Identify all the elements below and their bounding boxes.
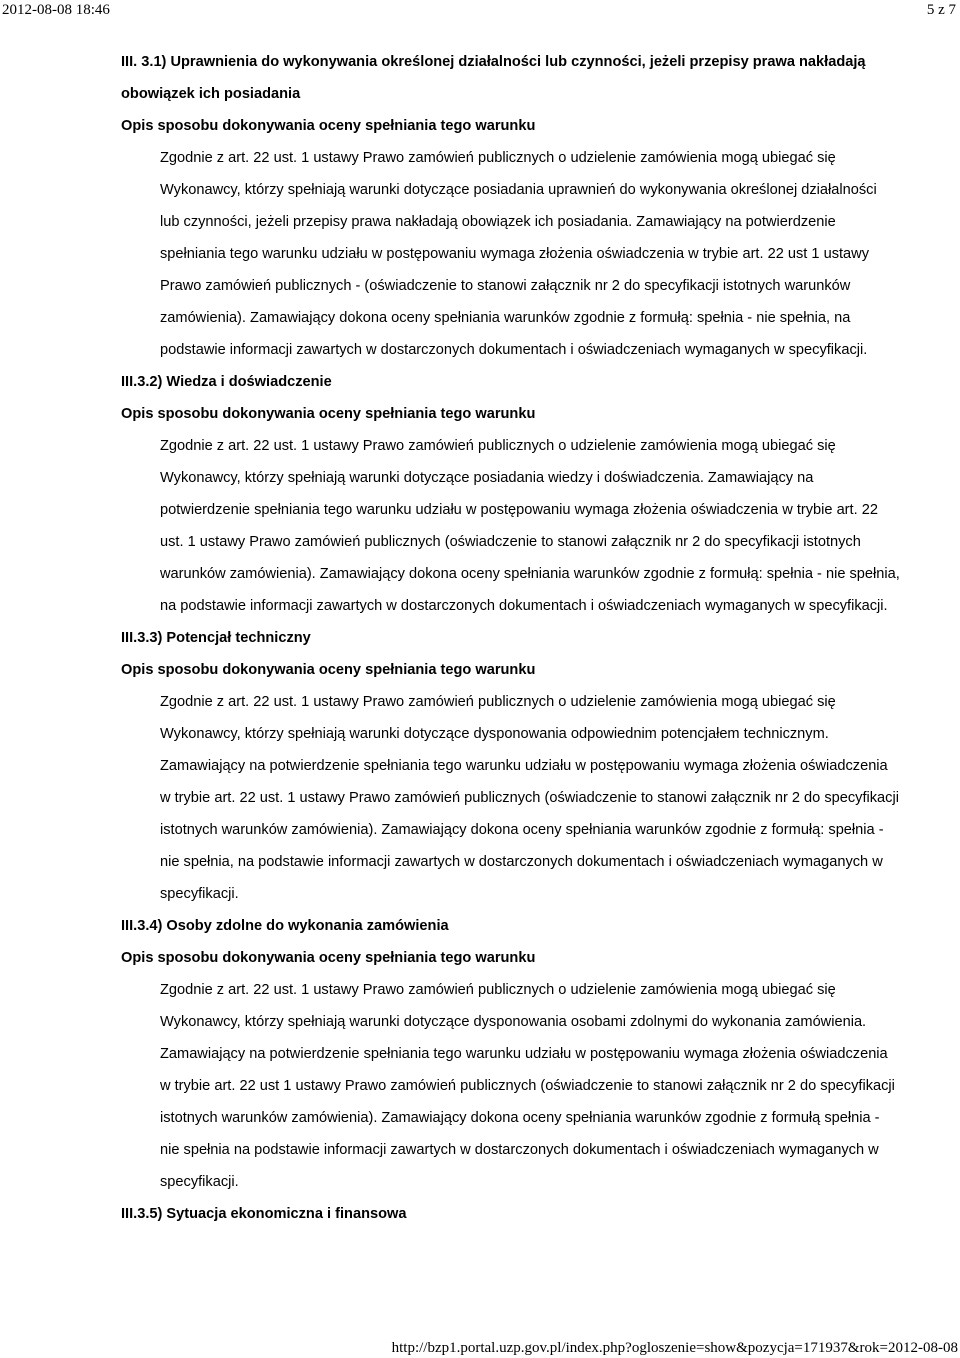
section-title: III.3.3) Potencjał techniczny xyxy=(121,630,311,646)
section-title: III.3.4) Osoby zdolne do wykonania zamówienia xyxy=(121,918,449,934)
section-body: Zgodnie z art. 22 ust. 1 ustawy Prawo zamówień publicznych o udzielenie zamówienia mogą ubiegać się Wykonawcy, którzy spełniają warunki dotyczące posiadania uprawnień do wykonywania określonej działalności lub czynności, jeżeli przepisy prawa nakładają obowiązek ich posiadania. Zamawiający na potwierdzenie spełniania tego warunku udziału w postępowaniu wymaga złożenia oświadczenia w trybie art. 22 ust 1 ustawy Prawo zamówień publicznych - (oświadczenie to stanowi załącznik nr 2 do specyfikacji istotnych warunków zamówienia). Zamawiający dokona oceny spełniania warunków zgodnie z formułą: spełnia - nie spełnia, na podstawie informacji zawartych w dostarczonych dokumentach i oświadczeniach wymaganych w specyfikacji. xyxy=(160,150,877,358)
section-title: III.3.2) Wiedza i doświadczenie xyxy=(121,374,332,390)
section-uprawnienia xyxy=(0,46,960,366)
print-footer-url: http://bzp1.portal.uzp.gov.pl/index.php?ogloszenie=show&pozycja=171937&rok=2012-08-08 xyxy=(391,1340,958,1356)
document-content xyxy=(0,46,960,1230)
assessment-method-label: Opis sposobu dokonywania oceny spełniania tego warunku xyxy=(121,406,536,422)
section-body: Zgodnie z art. 22 ust. 1 ustawy Prawo zamówień publicznych o udzielenie zamówienia mogą ubiegać się Wykonawcy, którzy spełniają warunki dotyczące posiadania wiedzy i doświadczenia. Zamawiający na potwierdzenie spełniania tego warunku udziału w postępowaniu wymaga złożenia oświadczenia w trybie art. 22 ust. 1 ustawy Prawo zamówień publicznych (oświadczenie to stanowi załącznik nr 2 do specyfikacji istotnych warunków zamówienia). Zamawiający dokona oceny spełniania warunków zgodnie z formułą: spełnia - nie spełnia, na podstawie informacji zawartych w dostarczonych dokumentach i oświadczeniach wymaganych w specyfikacji. xyxy=(160,438,900,614)
section-wiedza xyxy=(0,366,960,622)
page-number: 5 z 7 xyxy=(926,2,956,18)
section-potencjal xyxy=(0,622,960,910)
section-osoby xyxy=(0,910,960,1198)
section-body: Zgodnie z art. 22 ust. 1 ustawy Prawo zamówień publicznych o udzielenie zamówienia mogą ubiegać się Wykonawcy, którzy spełniają warunki dotyczące dysponowania odpowiednim potencjałem technicznym. Zamawiający na potwierdzenie spełniania tego warunku udziału w postępowaniu wymaga złożenia oświadczenia w trybie art. 22 ust. 1 ustawy Prawo zamówień publicznych (oświadczenie to stanowi załącznik nr 2 do specyfikacji istotnych warunków zamówienia). Zamawiający dokona oceny spełniania warunków zgodnie z formułą: spełnia - nie spełnia, na podstawie informacji zawartych w dostarczonych dokumentach i oświadczeniach wymaganych w specyfikacji. xyxy=(160,694,899,902)
assessment-method-label: Opis sposobu dokonywania oceny spełniania tego warunku xyxy=(121,118,536,134)
section-title-sytuacja: III.3.5) Sytuacja ekonomiczna i finansowa xyxy=(121,1206,407,1222)
print-datetime: 2012-08-08 18:46 xyxy=(2,2,110,18)
section-title: III. 3.1) Uprawnienia do wykonywania określonej działalności lub czynności, jeżeli przepisy prawa nakładają obowiązek ich posiadania xyxy=(121,54,866,102)
print-header xyxy=(2,0,956,24)
section-body: Zgodnie z art. 22 ust. 1 ustawy Prawo zamówień publicznych o udzielenie zamówienia mogą ubiegać się Wykonawcy, którzy spełniają warunki dotyczące dysponowania osobami zdolnymi do wykonania zamówienia. Zamawiający na potwierdzenie spełniania tego warunku udziału w postępowaniu wymaga złożenia oświadczenia w trybie art. 22 ust 1 ustawy Prawo zamówień publicznych (oświadczenie to stanowi załącznik nr 2 do specyfikacji istotnych warunków zamówienia). Zamawiający dokona oceny spełniania warunków zgodnie z formułą spełnia - nie spełnia na podstawie informacji zawartych w dostarczonych dokumentach i oświadczeniach wymaganych w specyfikacji. xyxy=(160,982,895,1190)
assessment-method-label: Opis sposobu dokonywania oceny spełniania tego warunku xyxy=(121,662,536,678)
assessment-method-label: Opis sposobu dokonywania oceny spełniania tego warunku xyxy=(121,950,536,966)
